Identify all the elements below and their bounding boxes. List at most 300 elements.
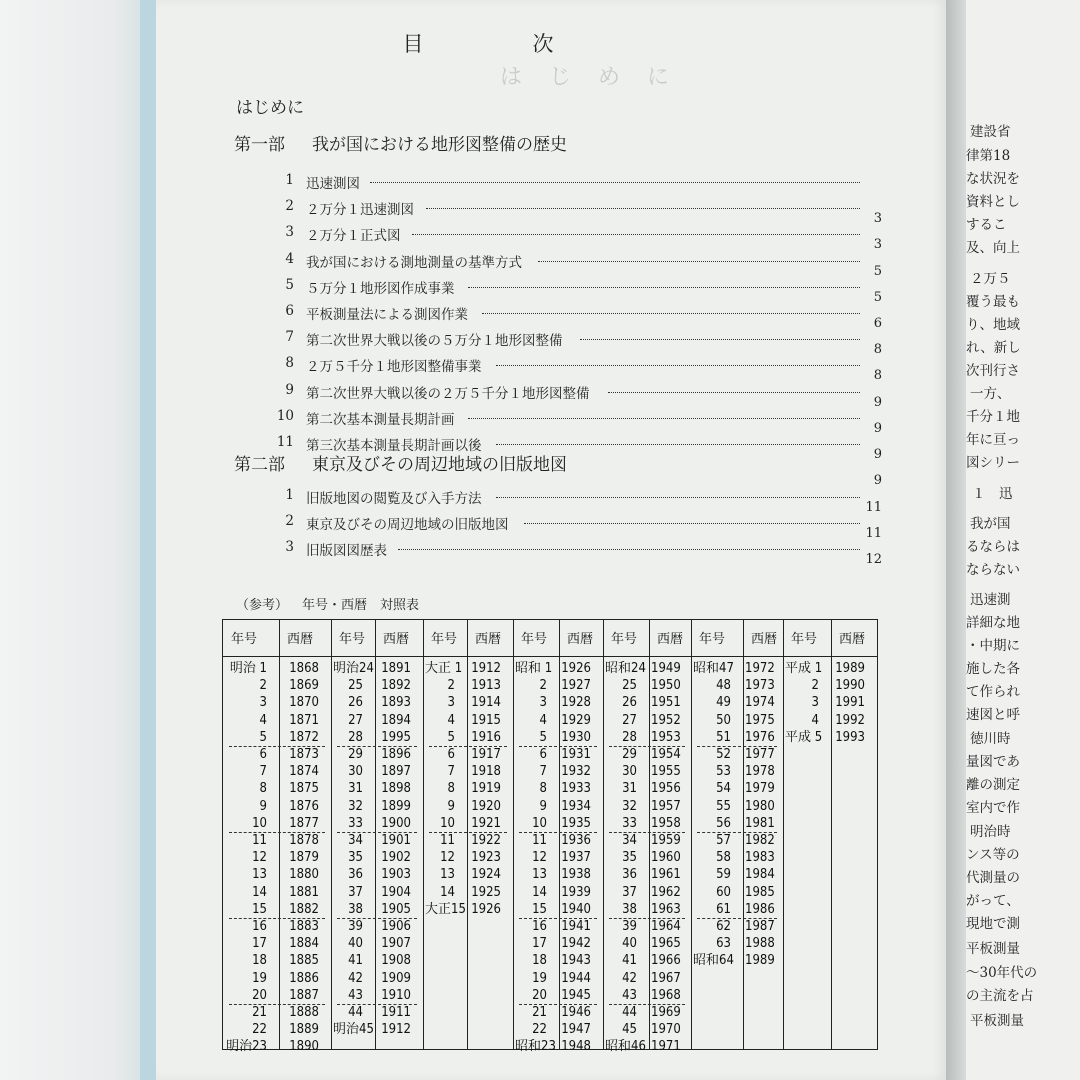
table-era-cell: 31 [622,781,637,797]
table-era-cell: 12 [440,850,455,866]
table-era-cell: 49 [716,695,731,711]
table-year-cell: 1877 [289,815,319,831]
table-year-cell: 1948 [561,1039,591,1055]
table-year-cell: 1962 [651,884,681,900]
table-year-cell: 1978 [745,764,775,780]
toc-entry [270,276,882,305]
table-era-cell: 34 [622,833,637,848]
table-year-cell: 1887 [289,987,319,1003]
previous-page-edge [0,0,150,1080]
toc-entry [270,250,882,279]
table-era-cell: 30 [622,764,637,780]
table-year-cell: 1875 [289,781,319,797]
table-year-cell: 1954 [651,747,681,762]
table-era-cell: 26 [348,695,363,711]
table-column-divider [783,620,784,1049]
table-year-cell: 1890 [289,1039,319,1055]
table-year-cell: 1907 [381,936,411,952]
table-year-cell: 1876 [289,798,319,814]
table-column-divider [649,620,650,1049]
table-era-cell: 22 [252,1022,267,1038]
next-page-line: ・中期に [966,638,1020,654]
table-year-cell: 1979 [745,781,775,797]
table-era-cell: 27 [622,712,637,728]
toc-entry-title: 迅速測図 [306,176,360,192]
next-page-line: 一方、 [970,386,1011,402]
table-era-cell: 60 [716,884,731,900]
table-year-cell: 1989 [835,661,865,676]
toc-entry [270,198,882,227]
toc-entry [270,172,882,192]
next-page-line: るならは [966,539,1020,555]
table-era-cell: 36 [348,867,363,883]
toc-leader-dots [412,234,860,235]
table-era-cell: 14 [252,884,267,900]
table-column-divider [559,620,560,1049]
table-year-cell: 1916 [471,729,501,745]
next-page-line: 明治時 [970,824,1011,840]
table-era-cell: 明治 1 [229,661,267,676]
toc-entry-number: 6 [285,303,294,319]
table-year-cell: 1911 [381,1005,411,1020]
toc-entry-page: 6 [873,316,882,331]
table-era-cell: 18 [252,953,267,969]
toc-leader-dots [524,523,860,524]
next-page-line: 建設省 [970,124,1011,140]
table-header-rule [223,656,877,657]
table-year-cell: 1970 [651,1022,681,1038]
toc-entry-number: 1 [285,172,294,188]
table-year-cell: 1917 [471,747,501,762]
toc-leader-dots [482,313,860,314]
toc-entry-page: 8 [873,342,882,358]
table-header-era: 年号 [611,632,638,647]
table-header-era: 年号 [521,632,548,647]
table-era-cell: 17 [532,936,547,952]
table-era-cell: 4 [447,712,455,728]
toc-entry-page: 5 [873,289,882,305]
table-year-cell: 1884 [289,936,319,952]
table-year-cell: 1947 [561,1022,591,1038]
reference-note: （参考） [236,598,289,613]
toc-entry-number: 8 [285,355,294,372]
table-year-cell: 1868 [289,661,319,676]
table-era-cell: 6 [259,747,267,762]
toc-entry [270,487,882,515]
table-year-cell: 1872 [289,729,319,745]
toc-entry-number: 1 [285,487,294,503]
table-era-cell: 昭和23 [515,1039,556,1055]
table-era-cell: 26 [622,695,637,711]
table-era-cell: 21 [532,1005,547,1020]
next-page-line: 次刊行さ [966,363,1020,379]
table-year-cell: 1929 [561,712,591,728]
table-era-cell: 13 [440,867,455,883]
table-year-cell: 1902 [381,850,411,866]
table-year-cell: 1869 [289,678,319,694]
next-page [966,0,1080,1080]
table-era-cell: 3 [447,695,455,711]
table-era-cell: 11 [532,833,547,848]
table-year-cell: 1959 [651,833,681,848]
table-era-cell: 62 [716,919,731,934]
next-page-line: がって、 [966,893,1020,909]
table-era-cell: 33 [622,815,637,831]
table-era-cell: 39 [622,919,637,934]
table-era-cell: 20 [532,987,547,1003]
next-page-line: 我が国 [970,516,1011,532]
table-era-cell: 12 [532,850,547,866]
table-year-cell: 1889 [289,1022,319,1038]
next-page-line: 迅速測 [970,592,1011,608]
table-year-cell: 1984 [745,867,775,883]
table-year-cell: 1950 [651,678,681,694]
table-era-cell: 21 [252,1005,267,1020]
table-era-cell: 2 [447,678,455,694]
table-year-cell: 1961 [651,867,681,883]
table-year-cell: 1941 [561,919,591,934]
table-year-cell: 1906 [381,919,411,934]
table-column-divider [691,620,692,1049]
next-page-line: 図シリー [966,455,1020,471]
table-era-cell: 44 [622,1005,637,1020]
table-column-divider [375,620,376,1049]
table-era-cell: 48 [716,678,731,694]
table-year-cell: 1935 [561,815,591,831]
toc-entry [270,539,882,568]
toc-entry-title: ５万分１地形図作成事業 [306,280,455,297]
toc-part-title: 東京及びその周辺地域の旧版地図 [312,455,567,475]
table-year-cell: 1937 [561,850,591,866]
toc-entry-page: 3 [873,237,882,253]
table-column-divider [331,620,332,1049]
table-year-cell: 1901 [381,833,411,848]
next-page-line: 離の測定 [966,777,1020,793]
next-page-line: 速図と呼 [966,707,1020,723]
table-era-cell: 28 [348,729,363,745]
table-era-cell: 3 [539,695,547,711]
table-year-cell: 1927 [561,678,591,694]
toc-entry-number: 3 [285,539,294,556]
table-era-cell: 33 [348,815,363,831]
next-page-line: 平板測量 [966,941,1020,957]
toc-leader-dots [608,392,860,393]
table-era-cell: 25 [348,678,363,694]
table-era-cell: 42 [348,970,363,986]
table-year-cell: 1926 [471,901,501,917]
table-era-cell: 30 [348,764,363,780]
table-era-cell: 9 [539,798,547,814]
table-era-cell: 10 [440,815,455,831]
table-year-cell: 1956 [651,781,681,797]
table-column-divider [831,620,832,1049]
table-era-cell: 63 [716,936,731,952]
toc-entry-page: 9 [873,447,882,462]
table-era-cell: 13 [532,867,547,883]
table-era-cell: 11 [252,833,267,848]
table-era-cell: 40 [348,936,363,952]
toc-entry-title: 旧版図図歴表 [306,543,387,560]
table-era-cell: 54 [716,781,731,797]
toc-entry-number: 4 [285,250,294,267]
table-era-cell: 40 [622,936,637,952]
toc-entry-page: 9 [873,473,882,489]
table-year-cell: 1880 [289,867,319,883]
table-year-cell: 1992 [835,712,865,728]
toc-entry-number: 7 [285,329,294,346]
toc-leader-dots [468,287,860,288]
table-era-cell: 8 [259,781,267,797]
toc-entry-page: 9 [873,394,882,410]
table-era-cell: 5 [447,729,455,745]
table-year-cell: 1888 [289,1005,319,1020]
toc-entry [270,224,882,253]
table-year-cell: 1982 [745,833,775,848]
table-era-cell: 43 [348,987,363,1003]
table-era-cell: 50 [716,712,731,728]
toc-leader-dots [496,497,860,498]
table-year-cell: 1892 [381,678,411,694]
table-year-cell: 1958 [651,815,681,831]
table-year-cell: 1873 [289,747,319,762]
toc-entry-page: 11 [865,500,882,515]
table-era-cell: 31 [348,781,363,797]
next-page-line: 平板測量 [970,1013,1024,1029]
table-year-cell: 1969 [651,1005,681,1020]
table-year-cell: 1983 [745,850,775,866]
toc-leader-dots [496,444,860,445]
table-year-cell: 1926 [561,661,591,676]
table-year-cell: 1986 [745,901,775,917]
next-page-line: 及、向上 [966,240,1020,256]
table-era-cell: 15 [532,901,547,917]
table-era-cell: 61 [716,901,731,917]
table-year-cell: 1952 [651,712,681,728]
table-era-cell: 5 [539,729,547,745]
table-year-cell: 1905 [381,901,411,917]
next-page-line: り、地域 [966,317,1020,333]
table-year-cell: 1886 [289,970,319,986]
table-year-cell: 1931 [561,747,591,762]
table-year-cell: 1914 [471,695,501,711]
next-page-line: 代測量の [966,870,1020,886]
era-year-conversion-table [222,619,878,1055]
toc-part-label: 第一部 [234,135,285,155]
table-era-cell: 平成 5 [785,729,823,745]
table-year-cell: 1967 [651,970,681,986]
next-page-line: 千分１地 [966,409,1020,425]
table-year-cell: 1928 [561,695,591,711]
table-year-cell: 1913 [471,678,501,694]
table-year-cell: 1990 [835,678,865,694]
next-page-line: れ、新し [966,340,1021,356]
table-era-cell: 昭和64 [693,953,734,969]
table-era-cell: 明治45 [333,1022,374,1038]
table-header-year: 西暦 [567,632,594,647]
toc-leader-dots [496,365,860,366]
table-era-cell: 6 [539,747,547,762]
table-header-era: 年号 [431,632,458,647]
table-year-cell: 1874 [289,764,319,780]
table-year-cell: 1973 [745,678,775,694]
toc-intro: はじめに [236,98,304,118]
next-page-line: 資料とし [966,194,1020,210]
table-era-cell: 6 [447,747,455,762]
toc-entry-title: 東京及びその周辺地域の旧版地図 [306,517,509,534]
table-era-cell: 2 [539,678,547,694]
table-column-divider [603,620,604,1049]
table-era-cell: 9 [259,798,267,814]
table-year-cell: 1981 [745,815,775,831]
table-header-year: 西暦 [383,632,410,647]
toc-entry-page: 3 [873,211,882,227]
next-page-line: 現地で測 [966,916,1020,932]
next-page-line: て作られ [966,684,1020,700]
table-era-cell: 44 [348,1005,363,1020]
table-era-cell: 10 [252,815,267,831]
table-era-cell: 8 [447,781,455,797]
table-year-cell: 1946 [561,1005,591,1020]
table-header-year: 西暦 [475,632,502,647]
toc-entry-page: 9 [873,420,882,436]
table-year-cell: 1936 [561,833,591,848]
table-year-cell: 1930 [561,729,591,745]
table-year-cell: 1985 [745,884,775,900]
next-page-line: な状況を [966,171,1020,187]
table-year-cell: 1995 [381,729,411,745]
table-year-cell: 1924 [471,867,501,883]
table-era-cell: 9 [447,798,455,814]
table-era-cell: 14 [440,884,455,900]
table-year-cell: 1949 [651,661,681,676]
table-year-cell: 1965 [651,936,681,952]
toc-part-heading [234,130,567,155]
table-year-cell: 1910 [381,987,411,1003]
next-page-line: ならない [966,562,1020,578]
next-page-line: の主流を占 [966,988,1034,1004]
table-year-cell: 1972 [745,661,775,676]
table-era-cell: 平成 1 [785,661,823,676]
table-year-cell: 1938 [561,867,591,883]
table-era-cell: 25 [622,678,637,694]
table-era-cell: 41 [348,953,363,969]
toc-leader-dots [468,418,860,419]
table-era-cell: 22 [532,1022,547,1038]
table-era-cell: 4 [811,712,819,728]
next-page-line: 律第18 [966,148,1011,164]
toc-entry-page: 5 [873,263,882,279]
table-year-cell: 1934 [561,798,591,814]
toc-entry-number: 3 [285,224,294,241]
table-header-era: 年号 [791,632,818,647]
table-year-cell: 1988 [745,936,775,952]
table-header-year: 西暦 [751,632,778,647]
table-era-cell: 2 [259,678,267,694]
table-year-cell: 1879 [289,850,319,866]
toc-entry-title: 旧版地図の閲覧及び入手方法 [306,491,482,507]
toc-entry-page: 11 [865,526,882,542]
table-era-cell: 38 [622,901,637,917]
table-era-cell: 41 [622,953,637,969]
toc-entry-number: 10 [276,407,294,424]
table-era-cell: 20 [252,987,267,1003]
table-year-cell: 1976 [745,729,775,745]
table-year-cell: 1987 [745,919,775,934]
table-era-cell: 57 [716,833,731,848]
toc-leader-dots [398,549,860,550]
table-year-cell: 1968 [651,987,681,1003]
table-year-cell: 1919 [471,781,501,797]
next-page-line: 室内で作 [966,800,1020,816]
table-era-cell: 明治24 [333,661,374,676]
table-era-cell: 53 [716,764,731,780]
toc-entry [270,303,882,331]
next-page-line: 年に亘っ [966,432,1020,448]
book-gutter [946,0,966,1080]
table-era-cell: 19 [532,970,547,986]
table-column-divider [513,620,514,1049]
toc-entry-number: 2 [285,513,294,530]
table-era-cell: 37 [622,884,637,900]
table-era-cell: 19 [252,970,267,986]
toc-entry-title: 第二次基本測量長期計画 [306,411,455,428]
table-era-cell: 16 [532,919,547,934]
toc-entry-title: ２万分１正式図 [306,228,401,245]
table-era-cell: 昭和46 [605,1039,646,1055]
toc-entry-title: 第二次世界大戦以後の２万５千分１地形図整備 [306,385,590,402]
table-year-cell: 1870 [289,695,319,711]
table-header-year: 西暦 [287,632,314,647]
table-era-cell: 39 [348,919,363,934]
toc-part-heading [234,450,567,475]
table-year-cell: 1882 [289,901,319,917]
table-era-cell: 34 [348,833,363,848]
table-year-cell: 1891 [381,661,411,676]
table-year-cell: 1900 [381,815,411,831]
table-era-cell: 56 [716,815,731,831]
table-year-cell: 1903 [381,867,411,883]
table-era-cell: 14 [532,884,547,900]
table-year-cell: 1912 [381,1022,411,1038]
table-era-cell: 52 [716,747,731,762]
table-era-cell: 36 [622,867,637,883]
table-era-cell: 28 [622,729,637,745]
table-era-cell: 32 [348,798,363,814]
next-page-line: 徳川時 [970,731,1011,747]
toc-entry [270,329,882,358]
toc-leader-dots [580,339,860,340]
next-page-line: 覆う最も [966,294,1020,310]
toc-entry-title: ２万分１迅速測図 [306,202,414,219]
page-edge-shadow [140,0,156,1080]
table-year-cell: 1991 [835,695,865,711]
table-column-divider [423,620,424,1049]
table-era-cell: 昭和47 [693,661,734,676]
table-year-cell: 1920 [471,798,501,814]
reference-title: 年号・西暦 対照表 [302,598,420,613]
table-year-cell: 1922 [471,833,501,848]
table-era-cell: 35 [348,850,363,866]
table-era-cell: 7 [447,764,455,780]
table-year-cell: 1921 [471,815,501,831]
toc-leader-dots [538,261,860,262]
toc-entry-number: 2 [285,198,294,215]
table-year-cell: 1963 [651,901,681,917]
table-year-cell: 1955 [651,764,681,780]
table-era-cell: 43 [622,987,637,1003]
table-year-cell: 1918 [471,764,501,780]
table-year-cell: 1894 [381,712,411,728]
